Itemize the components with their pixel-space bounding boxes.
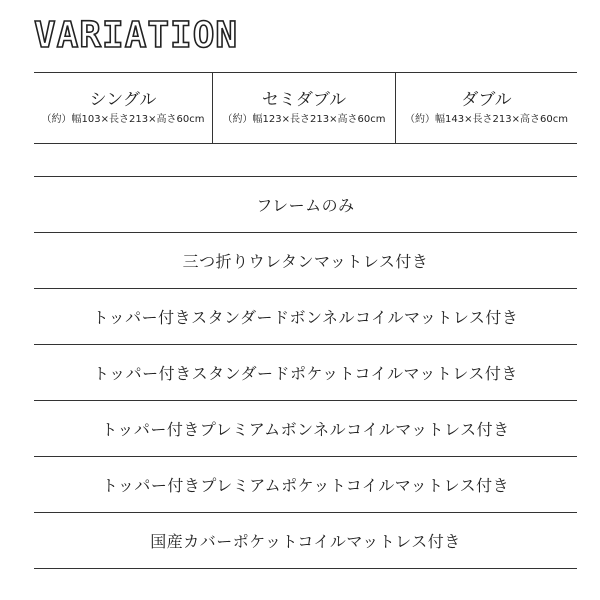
variation-item-urethane: 三つ折りウレタンマットレス付き — [34, 233, 577, 289]
size-name: シングル — [89, 89, 157, 110]
size-name: セミダブル — [261, 89, 347, 110]
size-dimensions: （約）幅143×長さ213×高さ60cm — [405, 114, 568, 126]
variation-item-frame-only: フレームのみ — [34, 177, 577, 233]
variation-item-standard-pocket: トッパー付きスタンダードポケットコイルマットレス付き — [34, 345, 577, 401]
size-dimensions: （約）幅103×長さ213×高さ60cm — [41, 114, 205, 126]
variation-item-standard-bonnell: トッパー付きスタンダードボンネルコイルマットレス付き — [34, 289, 577, 345]
variation-item-domestic-cover-pocket: 国産カバーポケットコイルマットレス付き — [34, 513, 577, 569]
size-cell-single — [34, 73, 212, 143]
variation-list — [34, 176, 577, 569]
size-name: ダブル — [461, 89, 512, 110]
size-table — [34, 72, 577, 144]
variation-item-premium-bonnell: トッパー付きプレミアムボンネルコイルマットレス付き — [34, 401, 577, 457]
variation-item-premium-pocket: トッパー付きプレミアムポケットコイルマットレス付き — [34, 457, 577, 513]
size-cell-double — [395, 73, 577, 143]
page-title: VARIATION — [34, 15, 239, 56]
size-dimensions: （約）幅123×長さ213×高さ60cm — [222, 114, 386, 126]
size-cell-semi-double — [212, 73, 395, 143]
